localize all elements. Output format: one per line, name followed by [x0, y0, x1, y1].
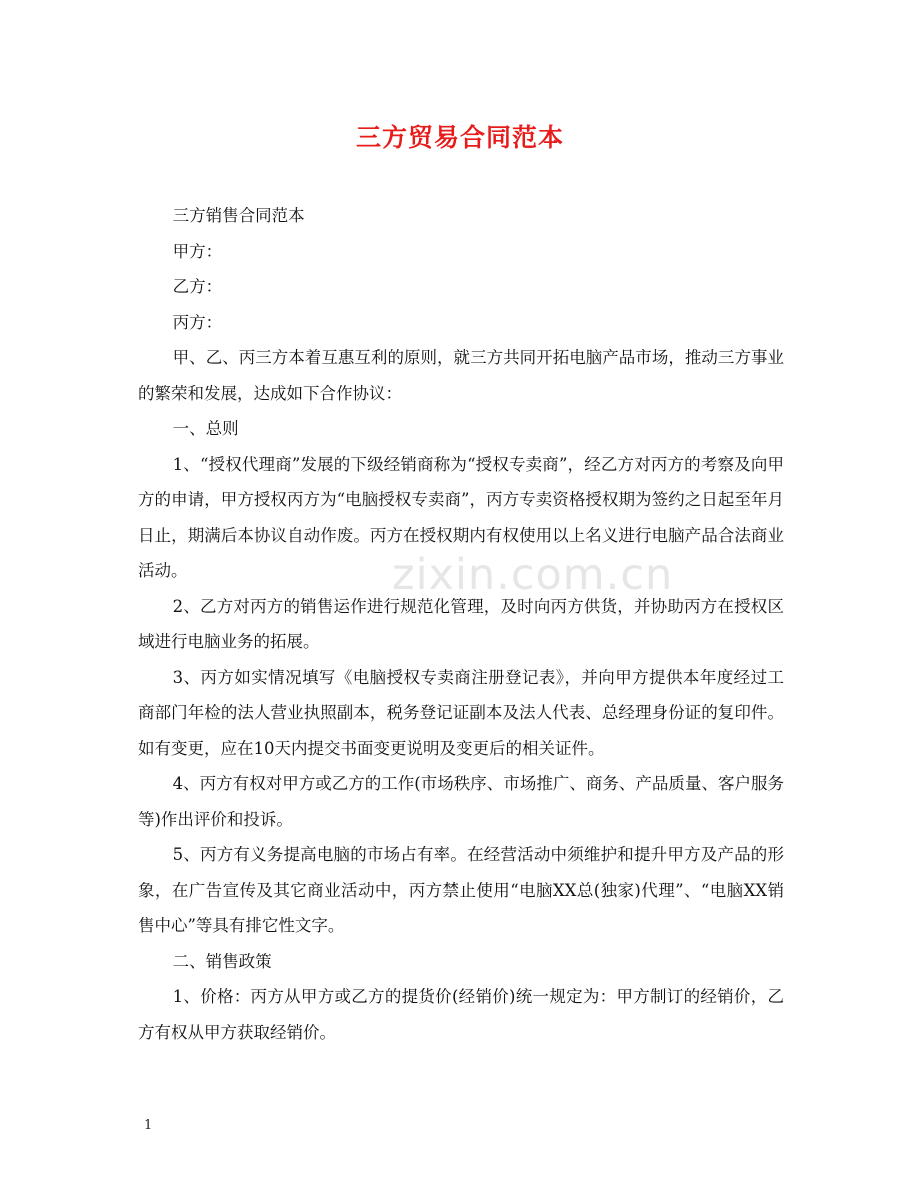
paragraph-party-a: 甲方：	[172, 241, 223, 261]
paragraph-party-b: 乙方：	[172, 277, 223, 296]
paragraph-subtitle: 三方销售合同范本	[172, 206, 305, 225]
paragraph-clause: 1、价格：丙方从甲方或乙方的提货价(经销价)统一规定为：甲方制订的经销价，乙方有权从甲方获取经销价。	[138, 987, 784, 1042]
paragraph-clause: 3、丙方如实情况填写《电脑授权专卖商注册登记表》，并向甲方提供本年度经过工商部门年检的法人营业执照副本，税务登记证副本及法人代表、总经理身份证的复印件。如有变更，应在10天内提交书面变更说明及变更后的相关证件。	[138, 667, 784, 758]
paragraph-clause: 4、丙方有权对甲方或乙方的工作(市场秩序、市场推广、商务、产品质量、客户服务等)作出评价和投诉。	[138, 774, 784, 829]
section-heading-general: 一、总则	[172, 419, 239, 438]
section-heading-sales-policy: 二、销售政策	[172, 951, 272, 971]
paragraph-party-c: 丙方：	[172, 312, 223, 332]
document-body	[138, 198, 784, 1050]
page-number: 1	[144, 1118, 153, 1133]
paragraph-clause: 1、“授权代理商”发展的下级经销商称为“授权专卖商”，经乙方对丙方的考察及向甲方的申请，甲方授权丙方为“电脑授权专卖商”，丙方专卖资格授权期为签约之日起至年月日止，期满后本协议自动作废。丙方在授权期内有权使用以上名义进行电脑产品合法商业活动。	[138, 454, 784, 580]
paragraph-preamble: 甲、乙、丙三方本着互惠互利的原则，就三方共同开拓电脑产品市场，推动三方事业的繁荣和发展，达成如下合作协议：	[138, 348, 784, 403]
paragraph-clause: 2、乙方对丙方的销售运作进行规范化管理，及时向丙方供货，并协助丙方在授权区域进行电脑业务的拓展。	[138, 596, 784, 651]
document-title: 三方贸易合同范本	[355, 123, 564, 152]
watermark-text: zixin.com.cn	[392, 550, 674, 600]
paragraph-clause: 5、丙方有义务提高电脑的市场占有率。在经营活动中须维护和提升甲方及产品的形象，在广告宣传及其它商业活动中，丙方禁止使用“电脑XX总(独家)代理”、“电脑XX销售中心”等具有排它性文字。	[138, 845, 784, 935]
